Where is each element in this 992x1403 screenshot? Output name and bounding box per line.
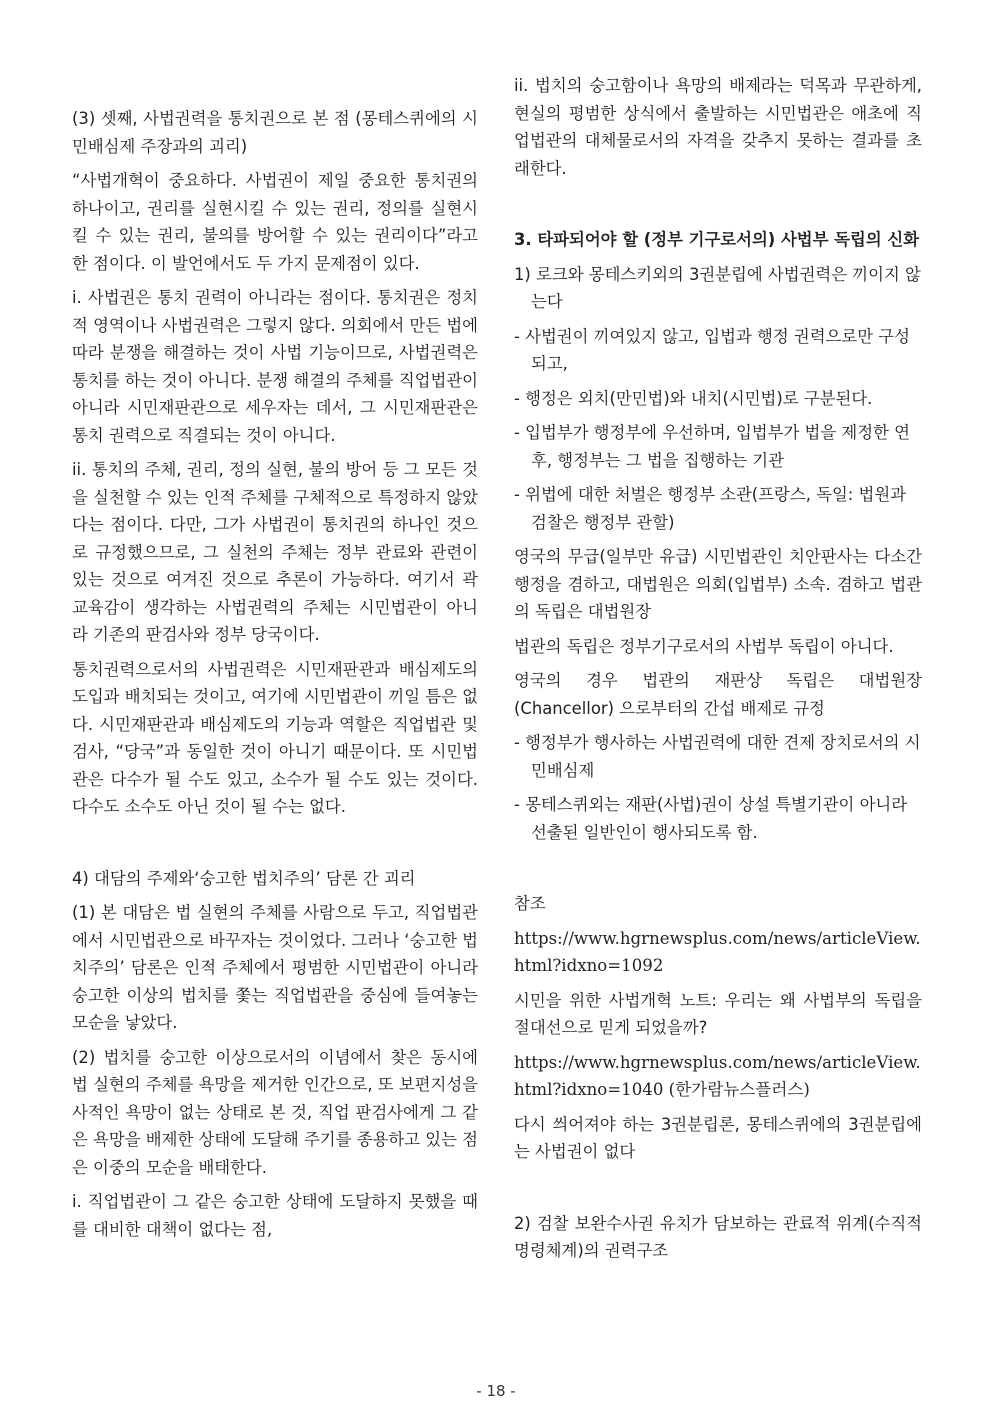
bullet-item: - 행정은 외치(만민법)와 내치(시민법)로 구분된다. <box>514 388 873 408</box>
point-ii-paragraph: ii. 통치의 주체, 권리, 정의 실현, 불의 방어 등 그 모든 것을 실천할 수 있는 인적 주체를 구체적으로 특정하지 않았다는 점이다. 다만, 그가 사법권이 통치권의 하나인 것으로 규정했으므로, 그 실천의 주체는 정부 관료와 관련이 있는 것으로 여겨진 것으로 추론이 가능하다. 여기서 곽 교육감이 생각하는 사법권력의 주체는 시민법관이 아니라 기존의 판검사와 정부 당국이다. <box>72 460 478 644</box>
bullet-item: - 입법부가 행정부에 우선하며, 입법부가 법을 제정한 연후, 행정부는 그 법을 집행하는 기관 <box>514 423 910 470</box>
subsection-1-heading: 1) 로크와 몽테스키외의 3권분립에 사법권력은 끼이지 않는다 <box>514 264 921 311</box>
bullet-item: - 위법에 대한 처벌은 행정부 소관(프랑스, 독일: 법원과 검찰은 행정부 관할) <box>514 485 907 532</box>
point-i-paragraph: i. 사법권은 통치 권력이 아니라는 점이다. 통치권은 정치적 영역이나 사법권력은 그렇지 않다. 의회에서 만든 법에 따라 분쟁을 해결하는 것이 사법 기능이므로, 사법권력은 통치를 하는 것이 아니다. 분쟁 해결의 주체를 직업법관이 아니라 시민재판관으로 세우자는 데서, 그 시민재판관은 통치 권력으로 직결되는 것이 아니다. <box>72 288 478 445</box>
page-number: - 18 - <box>476 1382 516 1400</box>
governance-paragraph: 통치권력으로서의 사법권력은 시민재판관과 배심제도의 도입과 배치되는 것이고, 여기에 시민법관이 끼일 틈은 없다. 시민재판관과 배심제도의 기능과 역할은 직업법관 및 검사, “당국”과 동일한 것이 아니기 때문이다. 또 시민법관은 다수가 될 수도 있고, 소수가 될 수도 있는 것이다. 다수도 소수도 아닌 것이 될 수는 없다. <box>72 659 478 816</box>
reference-link[interactable]: https://www.hgrnewsplus.com/news/articleView.html?idxno=1092 <box>514 928 921 975</box>
reference-title: 시민을 위한 사법개혁 노트: 우리는 왜 사법부의 독립을 절대선으로 믿게 되었을까? <box>514 990 922 1037</box>
uk-justice-paragraph: 영국의 무급(일부만 유급) 시민법관인 치안판사는 다소간 행정을 겸하고, 대법원은 의회(입법부) 소속. 겸하고 법관의 독립은 대법원장 <box>514 547 922 621</box>
subsection-2-heading: 2) 검찰 보완수사권 유치가 담보하는 관료적 위계(수직적 명령체계)의 권력구조 <box>514 1213 922 1260</box>
item-2-paragraph: (2) 법치를 숭고한 이상으로서의 이념에서 찾은 동시에 법 실현의 주체를 욕망을 제거한 인간으로, 또 보편지성을 사적인 욕망이 없는 상태로 본 것, 직업 판검사에게 그 같은 욕망을 배제한 상태에 도달해 주기를 종용하고 있는 점은 이중의 모순을 배태한다. <box>72 1047 478 1177</box>
point-ii-continued: ii. 법치의 숭고함이나 욕망의 배제라는 덕목과 무관하게, 현실의 평범한 상식에서 출발하는 시민법관은 애초에 직업법관의 대체물로서의 자격을 갖추지 못하는 결과를 초래한다. <box>514 76 922 178</box>
quote-paragraph: “사법개혁이 중요하다. 사법권이 제일 중요한 통치권의 하나이고, 권리를 실현시킬 수 있는 권리, 정의를 실현시킬 수 있는 권리, 불의를 방어할 수 있는 권리이다”라고 한 점이다. 이 발언에서도 두 가지 문제점이 있다. <box>72 171 478 273</box>
chapter-3-heading: 3. 타파되어야 할 (정부 기구로서의) 사법부 독립의 신화 <box>514 230 920 249</box>
section-3-heading: (3) 셋째, 사법권력을 통치권으로 본 점 (몽테스퀴에의 시민배심제 주장과의 괴리) <box>72 109 478 156</box>
bullet-item: - 몽테스퀴외는 재판(사법)권이 상설 특별기관이 아니라 선출된 일반인이 행사되도록 함. <box>514 795 908 842</box>
left-column <box>72 105 478 1243</box>
item-i-paragraph: i. 직업법관이 그 같은 숭고한 상태에 도달하지 못했을 때를 대비한 대책이 없다는 점, <box>72 1192 478 1239</box>
bullet-item: - 사법권이 끼여있지 않고, 입법과 행정 권력으로만 구성되고, <box>514 326 910 373</box>
reference-link[interactable]: https://www.hgrnewsplus.com/news/articleView.html?idxno=1040 (한가람뉴스플러스) <box>514 1052 921 1099</box>
bullet-item: - 행정부가 행사하는 사법권력에 대한 견제 장치로서의 시민배심제 <box>514 733 921 780</box>
uk-chancellor-paragraph: 영국의 경우 법관의 재판상 독립은 대법원장(Chancellor) 으로부터의 간섭 배제로 규정 <box>514 671 922 718</box>
section-4-heading: 4) 대담의 주제와‘숭고한 법치주의’ 담론 간 괴리 <box>72 868 416 888</box>
right-column <box>514 72 922 1265</box>
references-heading: 참조 <box>514 894 546 913</box>
item-1-paragraph: (1) 본 대담은 법 실현의 주체를 사람으로 두고, 직업법관에서 시민법관으로 바꾸자는 것이었다. 그러나 ‘숭고한 법치주의’ 담론은 인적 주체에서 평범한 시민법관이 아니라 숭고한 이상의 법치를 쫓는 직업법관을 중심에 들여놓는 모순을 낳았다. <box>72 903 478 1032</box>
judicial-independence-paragraph: 법관의 독립은 정부기구로서의 사법부 독립이 아니다. <box>514 636 894 656</box>
reference-title: 다시 씌어져야 하는 3권분립론, 몽테스퀴에의 3권분립에는 사법권이 없다 <box>514 1114 922 1161</box>
